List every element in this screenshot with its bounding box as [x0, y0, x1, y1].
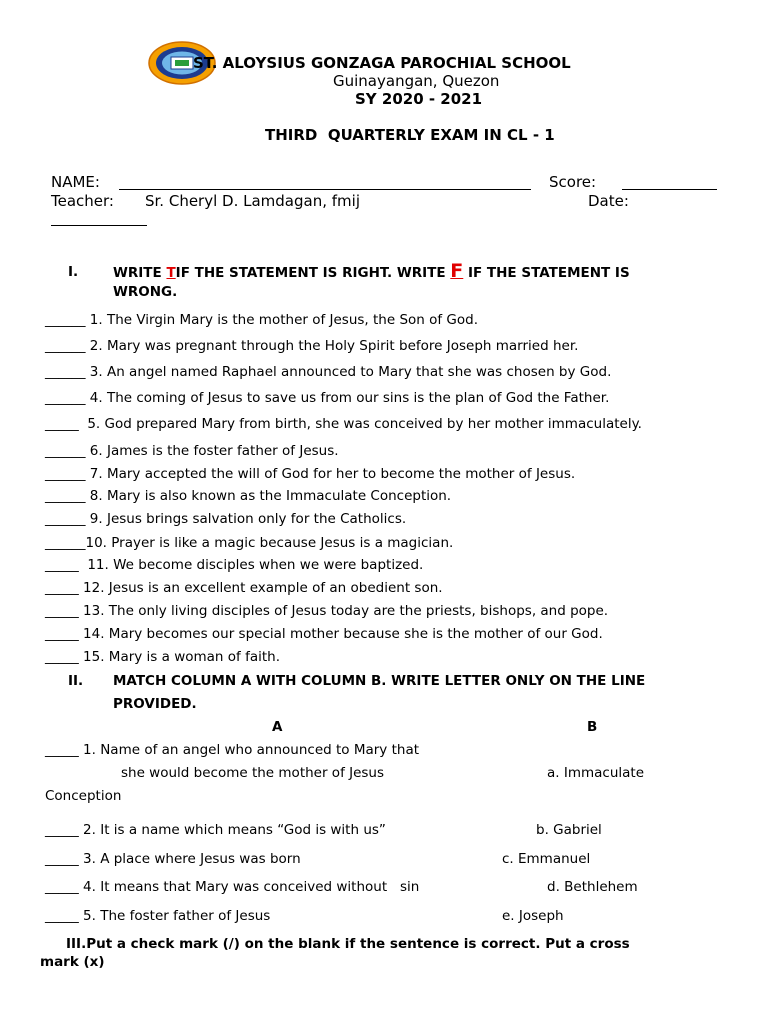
tf-item-3: ______ 3. An angel named Raphael announced to Mary that she was chosen by God.	[45, 364, 612, 380]
section2-instruction-line2: PROVIDED.	[113, 696, 197, 712]
match-opt-a: a. Immaculate	[547, 765, 645, 781]
section1-instruction: WRITE TIF THE STATEMENT IS RIGHT. WRITE F IF THE STATEMENT IS	[113, 260, 630, 282]
tf-item-14: _____ 14. Mary becomes our special mother because she is the mother of our God.	[45, 626, 603, 642]
match-q3: _____ 3. A place where Jesus was born	[45, 851, 301, 867]
score-label: Score:	[549, 173, 597, 191]
school-year: SY 2020 - 2021	[355, 90, 483, 108]
school-location: Guinayangan, Quezon	[333, 72, 500, 90]
section2-numeral: II.	[68, 673, 84, 689]
section1-instruction-line2: WRONG.	[113, 284, 178, 300]
match-q1: _____ 1. Name of an angel who announced to Mary that	[45, 742, 420, 758]
date-label: Date:	[588, 192, 629, 210]
score-blank[interactable]	[622, 189, 717, 190]
tf-item-6: ______ 6. James is the foster father of Jesus.	[45, 443, 339, 459]
f-letter: F	[450, 260, 464, 282]
tf-item-9: ______ 9. Jesus brings salvation only for the Catholics.	[45, 511, 407, 527]
date-blank[interactable]	[51, 225, 147, 226]
section3-instruction-line2: mark (x)	[40, 954, 105, 970]
tf-item-13: _____ 13. The only living disciples of Jesus today are the priests, bishops, and pope.	[45, 603, 609, 619]
match-q1-cont: she would become the mother of Jesus	[121, 765, 385, 781]
match-opt-b: b. Gabriel	[536, 822, 602, 838]
name-blank[interactable]	[119, 189, 531, 190]
tf-item-11: _____ 11. We become disciples when we were baptized.	[45, 557, 424, 573]
teacher-name: Sr. Cheryl D. Lamdagan, fmij	[145, 192, 360, 210]
tf-item-15: _____ 15. Mary is a woman of faith.	[45, 649, 280, 665]
column-a-heading: A	[272, 719, 283, 735]
school-name: ST. ALOYSIUS GONZAGA PAROCHIAL SCHOOL	[193, 54, 571, 72]
tf-item-4: ______ 4. The coming of Jesus to save us from our sins is the plan of God the Father.	[45, 390, 610, 406]
t-letter: T	[166, 265, 176, 281]
column-b-heading: B	[587, 719, 598, 735]
match-opt-e: e. Joseph	[502, 908, 564, 924]
tf-item-10: ______10. Prayer is like a magic because Jesus is a magician.	[45, 535, 454, 551]
tf-item-2: ______ 2. Mary was pregnant through the Holy Spirit before Joseph married her.	[45, 338, 579, 354]
section3-instruction: III.Put a check mark (/) on the blank if the sentence is correct. Put a cross	[66, 936, 630, 952]
tf-item-5: _____ 5. God prepared Mary from birth, she was conceived by her mother immaculately.	[45, 416, 642, 432]
match-opt-c: c. Emmanuel	[502, 851, 591, 867]
name-label: NAME:	[51, 173, 100, 191]
tf-item-7: ______ 7. Mary accepted the will of God for her to become the mother of Jesus.	[45, 466, 576, 482]
match-opt-a-cont: Conception	[45, 788, 122, 804]
match-opt-d: d. Bethlehem	[547, 879, 638, 895]
section1-numeral: I.	[68, 264, 79, 280]
teacher-label: Teacher:	[51, 192, 114, 210]
tf-item-12: _____ 12. Jesus is an excellent example of an obedient son.	[45, 580, 443, 596]
match-q5: _____ 5. The foster father of Jesus	[45, 908, 271, 924]
match-q2: _____ 2. It is a name which means “God is with us”	[45, 822, 386, 838]
section2-instruction: MATCH COLUMN A WITH COLUMN B. WRITE LETTER ONLY ON THE LINE	[113, 673, 646, 689]
tf-item-8: ______ 8. Mary is also known as the Immaculate Conception.	[45, 488, 452, 504]
exam-title: THIRD QUARTERLY EXAM IN CL - 1	[265, 126, 555, 144]
match-q4: _____ 4. It means that Mary was conceived without sin	[45, 879, 420, 895]
tf-item-1: ______ 1. The Virgin Mary is the mother of Jesus, the Son of God.	[45, 312, 479, 328]
